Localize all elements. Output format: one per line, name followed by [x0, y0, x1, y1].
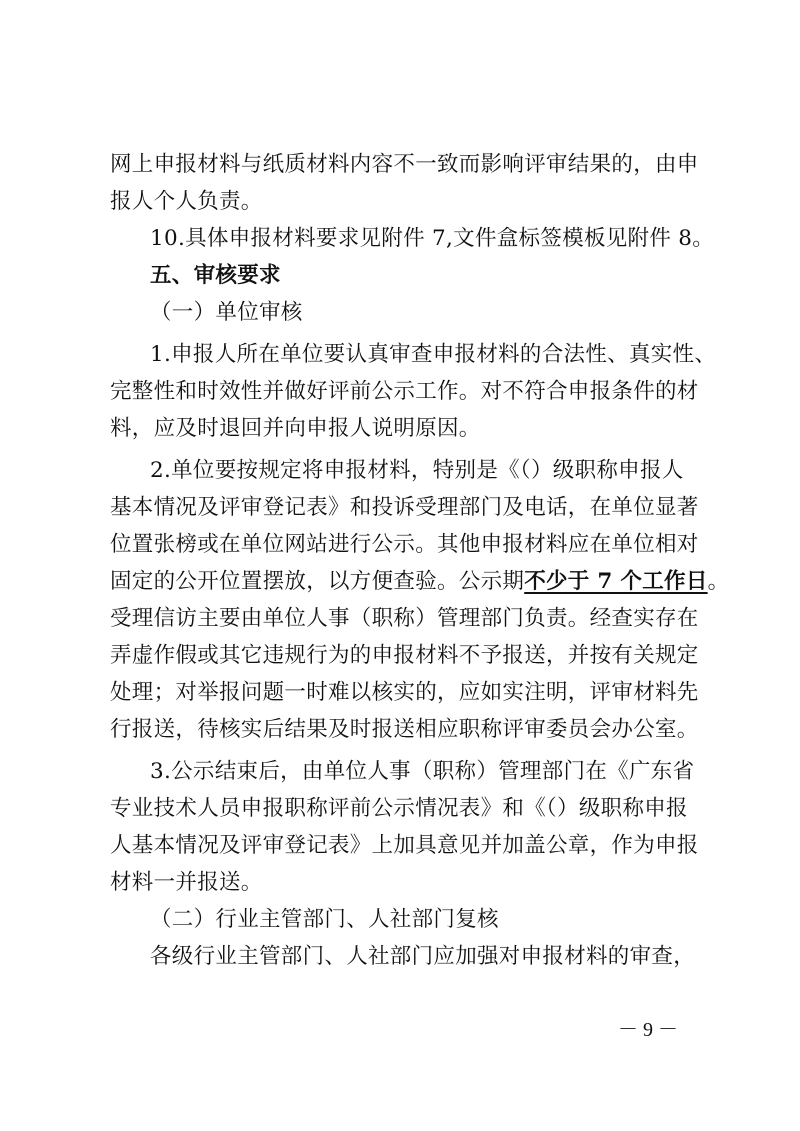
paragraph-line: 各级行业主管部门、人社部门应加强对申报材料的审查，: [150, 944, 696, 969]
paragraph-line: 基本情况及评审登记表》和投诉受理部门及电话，在单位显著: [110, 495, 699, 520]
paragraph-line: 报人个人负责。: [110, 189, 263, 214]
page-number: － 9 －: [618, 1019, 678, 1041]
paragraph-line: [110, 567, 730, 597]
subsection-heading: （一）单位审核: [150, 300, 303, 325]
paragraph-line: 专业技术人员申报职称评前公示情况表》和《（）级职称申报: [110, 796, 688, 821]
paragraph-line: 受理信访主要由单位人事（职称）管理部门负责。经查实存在: [110, 606, 699, 631]
paragraph-line: 完整性和时效性并做好评前公示工作。对不符合申报条件的材: [110, 379, 699, 404]
paragraph-line: 10.具体申报材料要求见附件 7,文件盒标签模板见附件 8。: [150, 226, 715, 251]
paragraph-line: 处理；对举报问题一时难以核实的，应如实注明，评审材料先: [110, 680, 699, 705]
paragraph-line: 2.单位要按规定将申报材料，特别是《（）级职称申报人: [150, 458, 684, 483]
paragraph-line: 位置张榜或在单位网站进行公示。其他申报材料应在单位相对: [110, 532, 699, 557]
paragraph-line: 行报送，待核实后结果及时报送相应职称评审委员会办公室。: [110, 717, 699, 742]
underlined-emphasis: 不少于 7 个工作日: [524, 569, 708, 594]
line-text: 固定的公开位置摆放，以方便查验。公示期: [110, 569, 525, 594]
subsection-heading: （二）行业主管部门、人社部门复核: [150, 907, 499, 932]
paragraph-line: 弄虚作假或其它违规行为的申报材料不予报送，并按有关规定: [110, 643, 699, 668]
paragraph-line: 1.申报人所在单位要认真审查申报材料的合法性、真实性、: [150, 342, 717, 367]
paragraph-line: 料，应及时退回并向申报人说明原因。: [110, 416, 481, 441]
section-heading: 五、审核要求: [150, 263, 281, 288]
paragraph-line: 材料一并报送。: [110, 870, 263, 895]
paragraph-line: 网上申报材料与纸质材料内容不一致而影响评审结果的，由申: [110, 152, 699, 177]
paragraph-line: 人基本情况及评审登记表》上加具意见并加盖公章，作为申报: [110, 833, 699, 858]
line-text: 。: [707, 569, 730, 594]
paragraph-line: 3.公示结束后，由单位人事（职称）管理部门在《广东省: [150, 759, 695, 784]
